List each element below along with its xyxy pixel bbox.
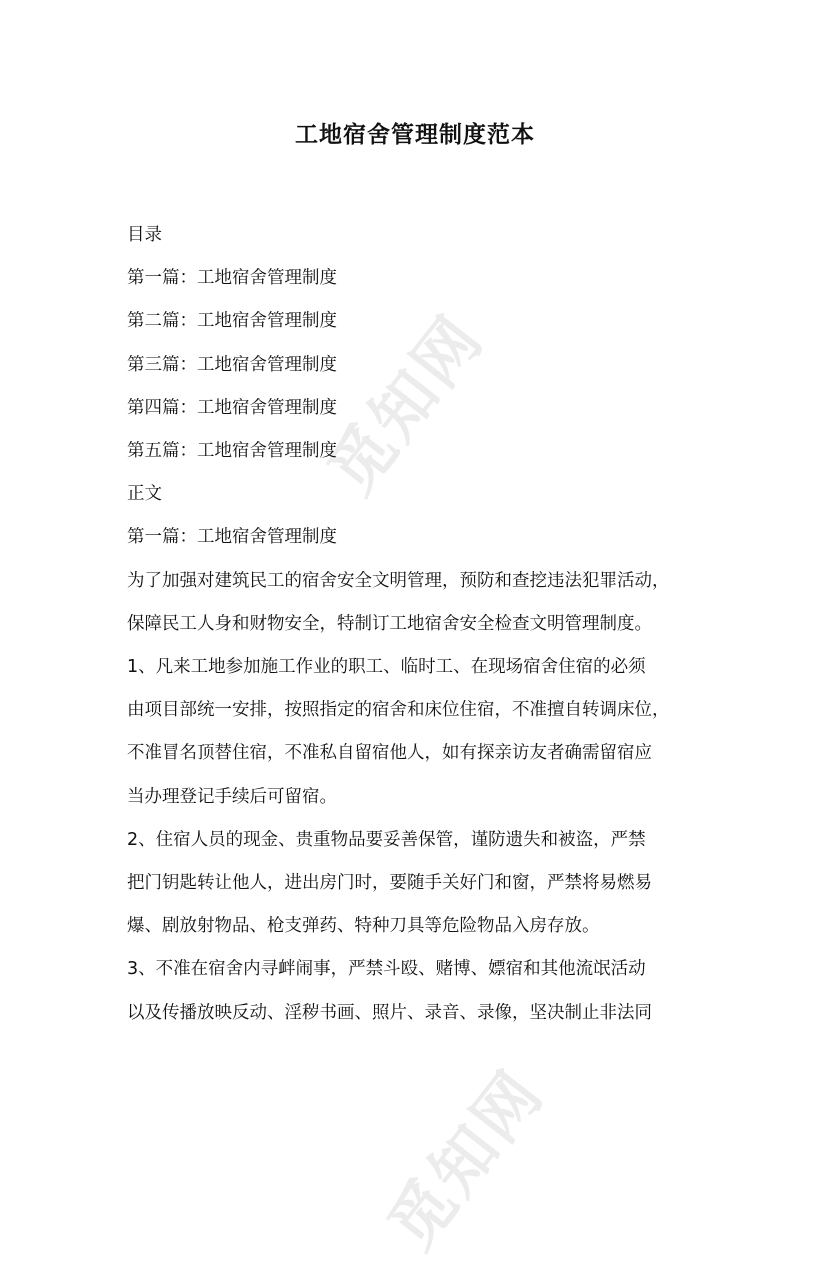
toc-heading: 目录: [127, 225, 162, 245]
paragraph-line: 2、住宿人员的现金、贵重物品要妥善保管，谨防遗失和被盗，严禁: [127, 829, 646, 850]
body-heading: 正文: [127, 484, 162, 505]
toc-item-1: 第一篇：工地宿舍管理制度: [127, 268, 337, 289]
document-body: [127, 214, 717, 1035]
paragraph-line: 把门钥匙转让他人，进出房门时，要随手关好门和窗，严禁将易燃易: [127, 873, 652, 894]
toc-item-5: 第五篇：工地宿舍管理制度: [127, 441, 337, 462]
toc-item-2: 第二篇：工地宿舍管理制度: [127, 311, 337, 332]
paragraph-line: 3、不准在宿舍内寻衅闹事，严禁斗殴、赌博、嫖宿和其他流氓活动: [127, 959, 646, 980]
paragraph-line: 保障民工人身和财物安全，特制订工地宿舍安全检查文明管理制度。: [127, 613, 652, 634]
toc-item-4: 第四篇：工地宿舍管理制度: [127, 397, 337, 418]
toc-item-3: 第三篇：工地宿舍管理制度: [127, 354, 337, 375]
paragraph-line: 1、凡来工地参加施工作业的职工、临时工、在现场宿舍住宿的必须: [127, 657, 646, 678]
paragraph-line: 当办理登记手续后可留宿。: [127, 786, 337, 807]
watermark: 觅知网: [374, 1056, 559, 1263]
paragraph-line: 不准冒名顶替住宿，不准私自留宿他人，如有探亲访友者确需留宿应: [127, 743, 652, 764]
page-title: 工地宿舍管理制度范本: [295, 122, 535, 148]
paragraph-line: 爆、剧放射物品、枪支弹药、特种刀具等危险物品入房存放。: [127, 916, 600, 937]
section-title: 第一篇：工地宿舍管理制度: [127, 527, 337, 548]
paragraph-line: 为了加强对建筑民工的宿舍安全文明管理，预防和查挖违法犯罪活动，: [127, 570, 670, 591]
watermark: 觅知网: [314, 301, 499, 508]
paragraph-line: 以及传播放映反动、淫秽书画、照片、录音、录像，坚决制止非法同: [127, 1002, 652, 1023]
paragraph-line: 由项目部统一安排，按照指定的宿舍和床位住宿，不准擅自转调床位，: [127, 700, 670, 721]
